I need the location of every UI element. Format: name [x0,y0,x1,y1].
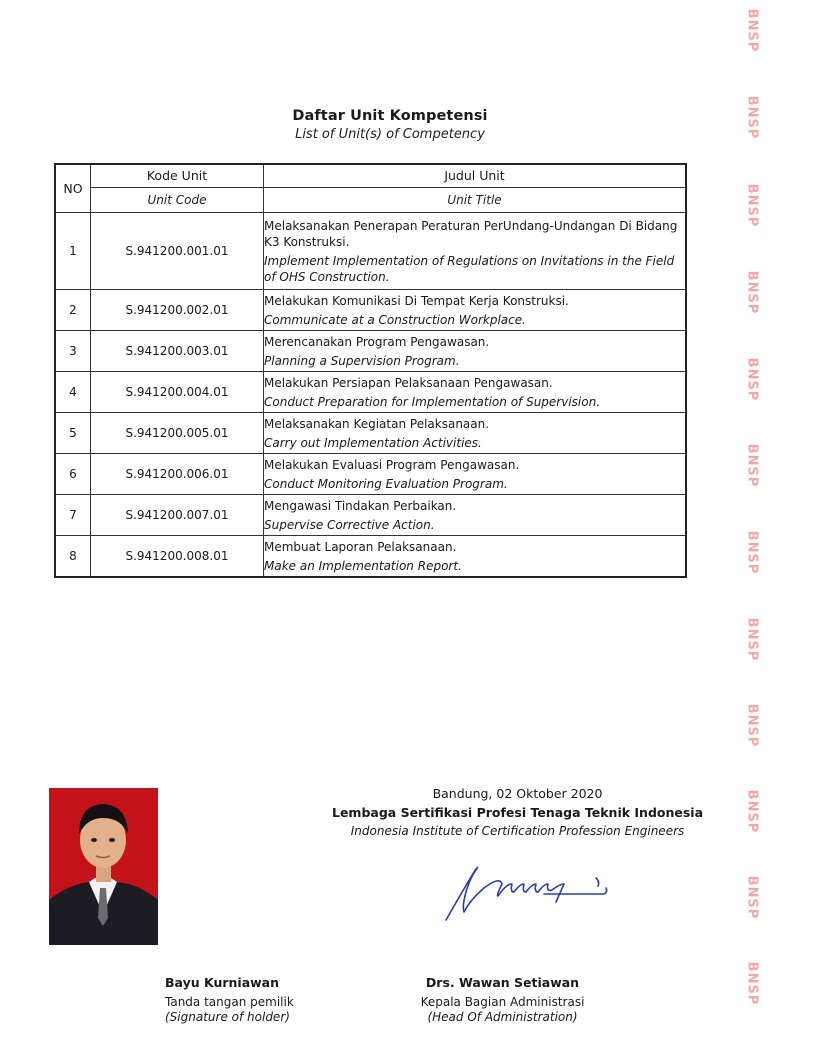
unit-code: S.941200.007.01 [91,495,264,536]
table-row [55,331,686,372]
institution-name: Lembaga Sertifikasi Profesi Tenaga Teknik Indonesia [331,805,704,820]
unit-title [264,536,687,578]
bnsp-watermark: BNSP [744,443,760,488]
bnsp-watermark: BNSP [744,530,760,575]
row-number: 8 [55,536,91,578]
unit-title-en: Conduct Monitoring Evaluation Program. [264,476,508,491]
unit-title-en: Make an Implementation Report. [264,558,462,573]
row-number: 5 [55,413,91,454]
bnsp-watermark: BNSP [744,961,760,1006]
bnsp-watermark: BNSP [744,703,760,748]
unit-title-en: Implement Implementation of Regulations on Invitations in the Field of OHS Construction. [264,253,675,284]
holder-role-en: (Signature of holder) [165,1010,290,1024]
official-name: Drs. Wawan Setiawan [425,975,580,990]
row-number: 2 [55,290,91,331]
unit-title [264,372,687,413]
holder-photo [49,788,158,945]
bnsp-watermark: BNSP [744,875,760,920]
unit-title-id: Melakukan Komunikasi Di Tempat Kerja Konstruksi. [264,293,569,308]
bnsp-watermark: BNSP [744,183,760,228]
header-code-en: Unit Code [91,188,264,213]
unit-title [264,331,687,372]
unit-title-en: Planning a Supervision Program. [264,353,460,368]
page-title: Daftar Unit Kompetensi [292,108,488,124]
unit-code: S.941200.004.01 [91,372,264,413]
header-title: Judul Unit [264,164,687,188]
unit-title-id: Melaksanakan Penerapan Peraturan PerUndang-Undangan Di Bidang K3 Konstruksi. [264,218,678,249]
bnsp-watermark: BNSP [744,617,760,662]
official-signature [440,862,610,924]
unit-title [264,495,687,536]
row-number: 3 [55,331,91,372]
unit-code: S.941200.006.01 [91,454,264,495]
official-role: Kepala Bagian Administrasi [420,995,585,1009]
table-row [55,290,686,331]
competency-units-table [54,163,687,578]
table-row [55,495,686,536]
holder-role: Tanda tangan pemilik [165,995,294,1009]
unit-code: S.941200.002.01 [91,290,264,331]
unit-title-id: Melaksanakan Kegiatan Pelaksanaan. [264,416,490,431]
unit-title [264,413,687,454]
header-code: Kode Unit [91,164,264,188]
page-header [0,108,780,142]
unit-code: S.941200.003.01 [91,331,264,372]
bnsp-watermark: BNSP [744,95,760,140]
holder-block [165,975,294,1024]
official-block [410,975,595,1024]
holder-name: Bayu Kurniawan [165,975,280,990]
row-number: 1 [55,213,91,290]
row-number: 4 [55,372,91,413]
page-subtitle: List of Unit(s) of Competency [295,127,485,142]
bnsp-watermark: BNSP [744,789,760,834]
row-number: 7 [55,495,91,536]
table-row [55,213,686,290]
unit-title [264,454,687,495]
unit-title-id: Mengawasi Tindakan Perbaikan. [264,498,457,513]
bnsp-watermark: BNSP [744,8,760,53]
institution-name-en: Indonesia Institute of Certification Profession Engineers [350,824,685,838]
unit-code: S.941200.001.01 [91,213,264,290]
unit-title-en: Carry out Implementation Activities. [264,435,482,450]
bnsp-watermark: BNSP [744,357,760,402]
unit-title-id: Merencanakan Program Pengawasan. [264,334,490,349]
official-role-en: (Head Of Administration) [427,1010,578,1024]
unit-title-en: Communicate at a Construction Workplace. [264,312,526,327]
unit-title-en: Supervise Corrective Action. [264,517,435,532]
unit-code: S.941200.008.01 [91,536,264,578]
unit-title [264,213,687,290]
unit-title-id: Melakukan Evaluasi Program Pengawasan. [264,457,520,472]
unit-title-id: Membuat Laporan Pelaksanaan. [264,539,457,554]
table-row [55,413,686,454]
table-row [55,536,686,578]
issuer-block [330,786,705,838]
unit-title-id: Melakukan Persiapan Pelaksanaan Pengawasan. [264,375,553,390]
place-date: Bandung, 02 Oktober 2020 [432,786,603,801]
unit-code: S.941200.005.01 [91,413,264,454]
holder-portrait-image [49,788,158,945]
row-number: 6 [55,454,91,495]
unit-title-en: Conduct Preparation for Implementation of Supervision. [264,394,601,409]
unit-title [264,290,687,331]
table-row [55,372,686,413]
bnsp-watermark: BNSP [744,270,760,315]
header-no: NO [55,164,91,213]
table-row [55,454,686,495]
header-title-en: Unit Title [264,188,687,213]
